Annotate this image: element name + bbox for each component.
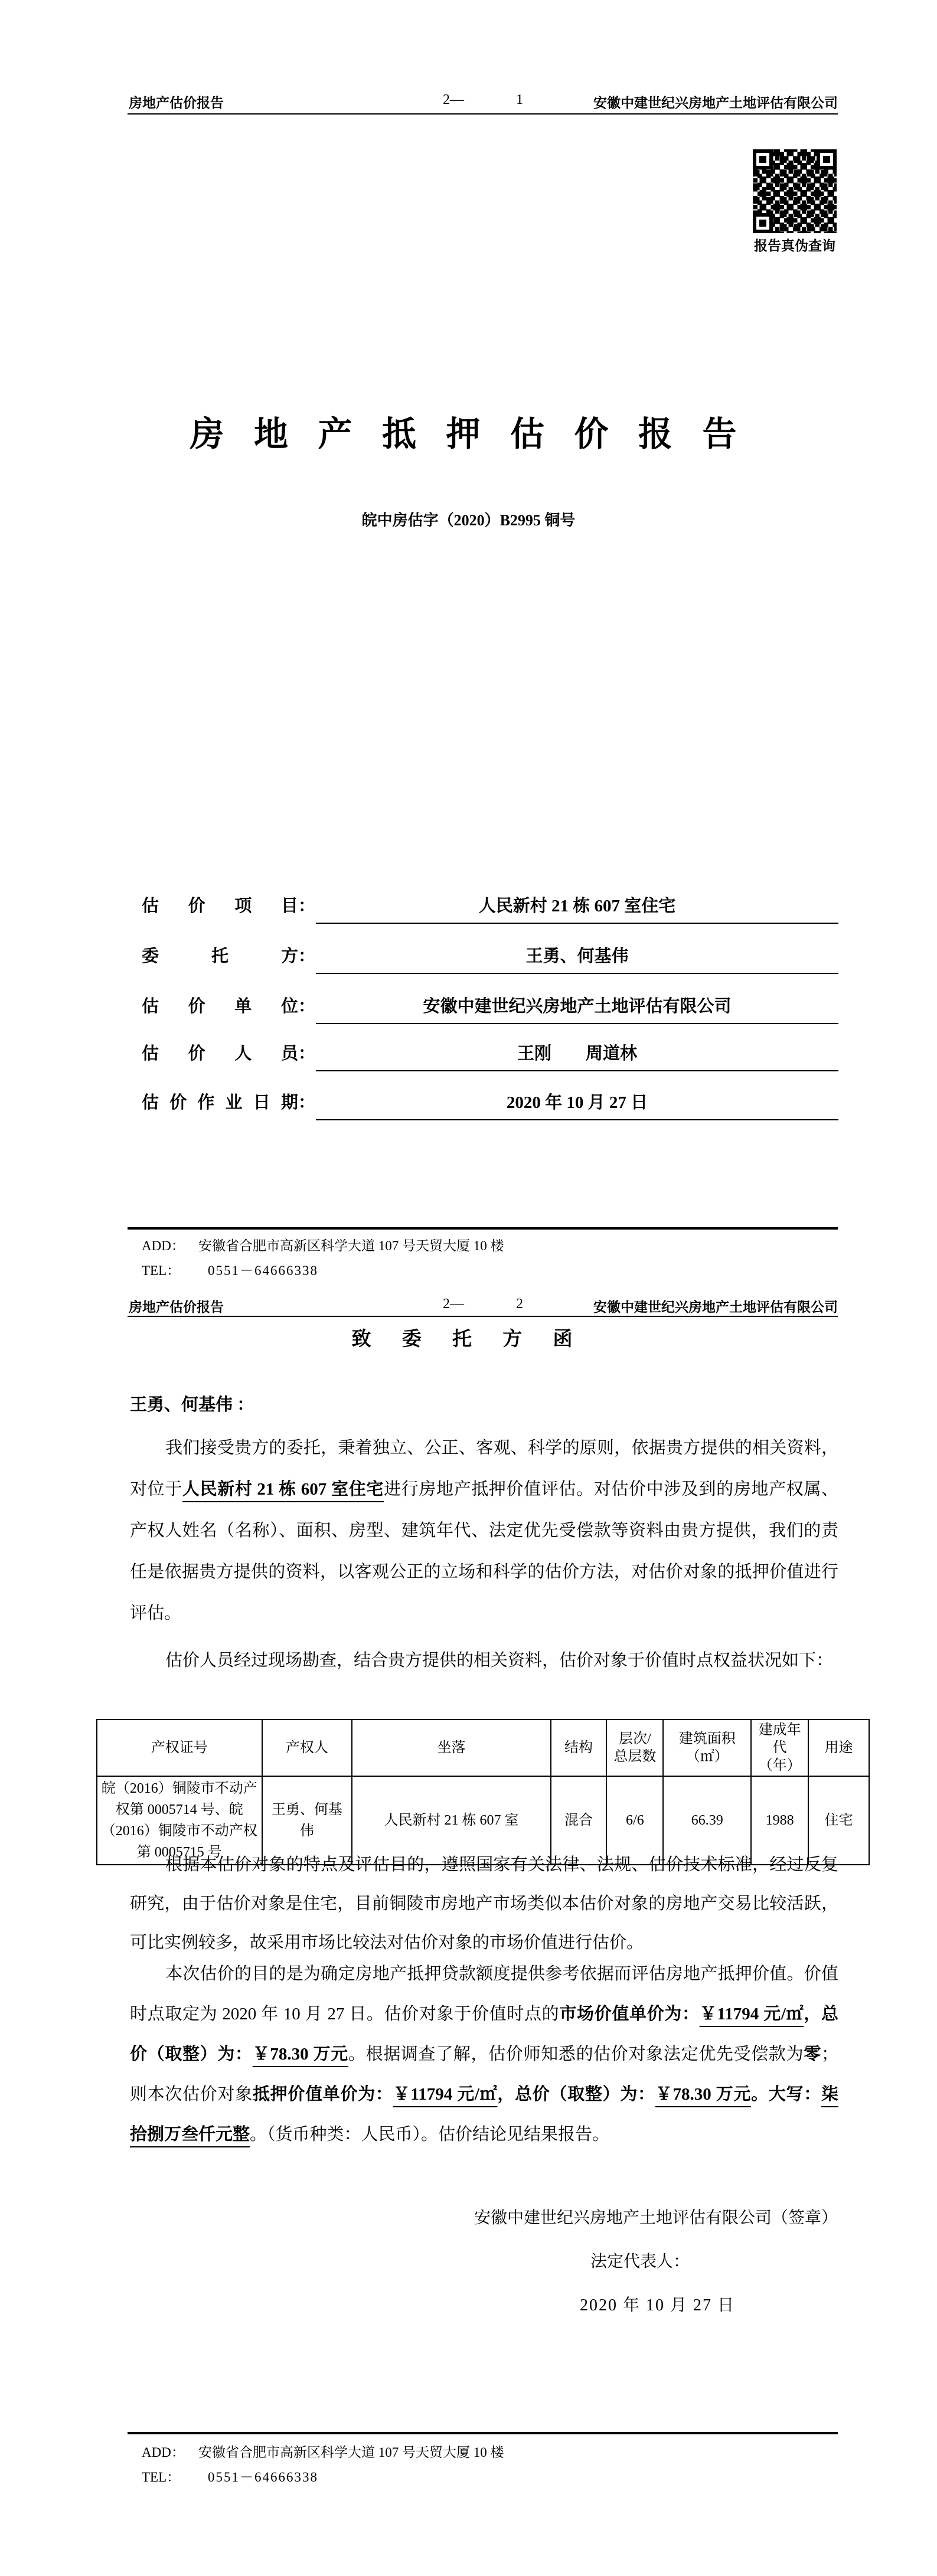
qr-caption: 报告真伪查询 xyxy=(754,238,835,253)
cell-owner: 王勇、何基伟 xyxy=(262,1776,352,1865)
page-count-prefix: 2— xyxy=(443,92,464,107)
address-label: ADD： xyxy=(142,2445,185,2460)
field-value: 人民新村 21 栋 607 室住宅 xyxy=(316,893,838,924)
field-colon: ： xyxy=(298,897,316,916)
page1-running-header xyxy=(128,92,838,112)
field-colon: ： xyxy=(298,1044,316,1063)
telephone-value: 0551－64666338 xyxy=(208,1263,318,1278)
footer-rule xyxy=(128,1227,838,1230)
address-value: 安徽省合肥市高新区科学大道 107 号天贸大厦 10 楼 xyxy=(198,1238,504,1253)
header-rule xyxy=(128,1316,838,1317)
text-segment: 柒拾捌万叁仟元整 xyxy=(130,2085,838,2144)
letter-salutation: 王勇、何基伟 ： xyxy=(130,1395,254,1414)
field-value: 王刚 周道林 xyxy=(316,1040,838,1071)
col-year-built: 建成年 代（年） xyxy=(751,1719,808,1776)
letter-to-client-title: 致 委 托 方 函 xyxy=(351,1329,586,1350)
signature-date: 2020 年 10 月 27 日 xyxy=(580,2296,736,2315)
signature-legal-representative: 法定代表人： xyxy=(590,2253,690,2271)
field-colon: ： xyxy=(298,947,316,966)
header-report-title: 房地产估价报告 xyxy=(129,95,224,110)
col-floor-area: 建筑面积 （㎡） xyxy=(663,1719,751,1776)
header-report-title: 房地产估价报告 xyxy=(129,1299,224,1315)
report-document-number: 皖中房估字（2020）B2995 铜号 xyxy=(361,512,576,529)
cell-floor-area: 66.39 xyxy=(663,1776,751,1865)
signature-company-seal-line: 安徽中建世纪兴房地产土地评估有限公司（签章） xyxy=(474,2209,838,2227)
text-segment: 。大写： xyxy=(751,2085,821,2104)
cell-year-built: 1988 xyxy=(751,1776,808,1865)
cell-certificate-no: 皖（2016）铜陵市不动产权第 0005714 号、皖（2016）铜陵市不动产权第 0005715 号 xyxy=(97,1776,262,1865)
text-segment: 抵押价值单价为： xyxy=(252,2085,393,2104)
text-segment: ￥11794 元/㎡ xyxy=(393,2085,498,2104)
field-client xyxy=(142,943,838,972)
text-segment: 。（货币种类：人民币）。估价结论见结果报告。 xyxy=(250,2125,610,2144)
letter-paragraph-1 xyxy=(130,1427,838,1634)
header-rule xyxy=(128,113,838,115)
telephone-label: TEL： xyxy=(142,1263,181,1278)
report-verification-qr-code xyxy=(753,149,837,233)
field-label: 估价作业日期 xyxy=(142,1093,298,1112)
col-structure: 结构 xyxy=(551,1719,607,1776)
page-number: 2 xyxy=(516,1296,523,1312)
page2-running-header xyxy=(128,1296,838,1316)
field-label: 估价项目 xyxy=(142,897,298,916)
text-segment: 零 xyxy=(804,2045,821,2064)
text-segment: 我们接受贵方的委托，秉着独立、公正、客观、科学的原则，依据贵方提供的相关资料，对位于 xyxy=(130,1439,838,1499)
cell-floor: 6/6 xyxy=(606,1776,663,1865)
field-value: 安徽中建世纪兴房地产土地评估有限公司 xyxy=(316,993,838,1024)
page1-footer-telephone xyxy=(142,1260,838,1279)
letter-paragraph-3: 根据本估价对象的特点及评估目的，遵照国家有关法律、法规、估价技术标准，经过反复研究，由于估价对象是住宅，目前铜陵市房地产市场类似本估价对象的房地产交易比较活跃，可比实例较多，故采用市场比较法对估价对象的市场价值进行估价。 xyxy=(130,1855,838,1952)
qr-finder-icon xyxy=(753,213,773,233)
text-segment: ￥78.30 万元 xyxy=(655,2085,752,2104)
field-appraisal-project xyxy=(142,893,838,922)
page2-footer-telephone xyxy=(142,2466,838,2486)
cell-use: 住宅 xyxy=(808,1776,869,1865)
page2-footer-address xyxy=(142,2441,838,2461)
letter-paragraph-2: 估价人员经过现场勘查，结合贵方提供的相关资料，估价对象于价值时点权益状况如下： xyxy=(165,1651,834,1670)
text-segment: 人民新村 21 栋 607 室住宅 xyxy=(182,1480,384,1499)
telephone-value: 0551－64666338 xyxy=(208,2470,318,2485)
col-certificate-no: 产权证号 xyxy=(97,1719,262,1776)
text-segment: ￥11794 元/㎡ xyxy=(699,2005,804,2023)
cell-structure: 混合 xyxy=(551,1776,607,1865)
text-segment: 本次估价的目的是为确定房地产抵押贷款额度提供参考依据而评估房地产抵押价值。价值时点取定为 2020 年 10 月 27 日。估价对象于价值时点的 xyxy=(130,1964,838,2023)
page-number: 1 xyxy=(516,92,523,107)
page-count-prefix: 2— xyxy=(443,1296,464,1312)
text-segment: ，总价（取整）为： xyxy=(130,2005,838,2064)
page1-footer-address xyxy=(142,1235,838,1254)
header-company-name: 安徽中建世纪兴房地产土地评估有限公司 xyxy=(593,1299,838,1315)
field-appraisers xyxy=(142,1040,838,1070)
field-appraisal-date xyxy=(142,1089,838,1119)
text-segment: ￥78.30 万元 xyxy=(252,2045,348,2064)
text-segment: 市场价值单价为： xyxy=(559,2005,700,2023)
field-value: 2020 年 10 月 27 日 xyxy=(316,1089,838,1120)
col-location: 坐落 xyxy=(352,1719,550,1776)
field-appraisal-agency xyxy=(142,993,838,1022)
field-label: 估价人员 xyxy=(142,1044,298,1063)
col-use: 用途 xyxy=(808,1719,869,1776)
qr-finder-icon xyxy=(753,149,773,169)
text-segment: 。根据调查了解，估价师知悉的估价对象法定优先受偿款为 xyxy=(348,2045,804,2064)
field-value: 王勇、何基伟 xyxy=(316,943,838,974)
header-company-name: 安徽中建世纪兴房地产土地评估有限公司 xyxy=(593,95,838,110)
field-colon: ： xyxy=(298,997,316,1016)
field-colon: ： xyxy=(298,1093,316,1112)
address-label: ADD： xyxy=(142,1238,185,1253)
text-segment: ，总价（取整）为： xyxy=(497,2085,655,2104)
col-owner: 产权人 xyxy=(262,1719,352,1776)
telephone-label: TEL： xyxy=(142,2470,181,2485)
cell-location: 人民新村 21 栋 607 室 xyxy=(352,1776,550,1865)
footer-rule xyxy=(128,2432,838,2434)
text-segment: 进行房地产抵押价值评估。对估价中涉及到的房地产权属、产权人姓名（名称）、面积、房型、建筑年代、法定优先受偿款等资料由贵方提供，我们的责任是依据贵方提供的资料，以客观公正的立场和科学的估价方法，对估价对象的抵押价值进行评估。 xyxy=(130,1480,838,1623)
col-floor: 层次/ 总层数 xyxy=(606,1719,663,1776)
report-main-title: 房 地 产 抵 押 估 价 报 告 xyxy=(190,415,747,453)
qr-finder-icon xyxy=(817,149,837,169)
text-segment: ；则本次估价对象 xyxy=(130,2045,838,2104)
address-value: 安徽省合肥市高新区科学大道 107 号天贸大厦 10 楼 xyxy=(198,2445,504,2460)
field-label: 委托方 xyxy=(142,947,298,966)
property-rights-table xyxy=(96,1719,870,1865)
field-label: 估价单位 xyxy=(142,997,298,1016)
table-header-row xyxy=(97,1719,869,1776)
letter-paragraph-4 xyxy=(130,1954,838,2155)
